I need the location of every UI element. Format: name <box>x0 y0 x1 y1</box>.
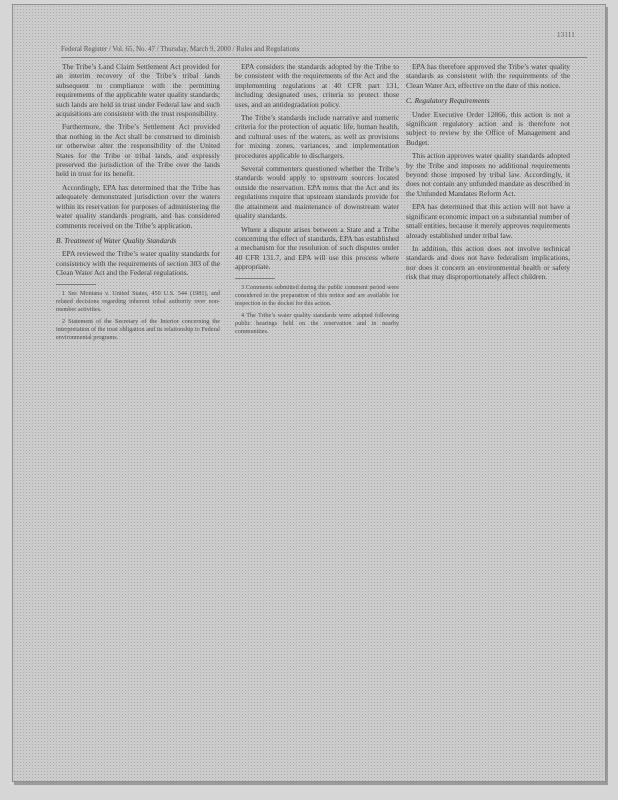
text-column-1 <box>56 62 220 742</box>
header-rule <box>61 57 587 58</box>
paragraph: This action approves water quality standards adopted by the Tribe and imposes no additional requirements beyond those imposed by tribal law. Accordingly, it does not contain any unfunded mandate as described in the Unfunded Mandates Reform Act. <box>406 151 570 198</box>
page-number: 13111 <box>557 31 575 39</box>
paragraph: Under Executive Order 12866, this action is not a significant regulatory action and is therefore not subject to review by the Office of Management and Budget. <box>406 109 570 147</box>
paragraph: Accordingly, EPA has determined that the Tribe has adequately demonstrated jurisdiction over the waters within its reservation for purposes of administering the water quality standards program, and has considered comments received on the Tribe’s application. <box>56 182 220 230</box>
text-column-2 <box>235 62 399 742</box>
footnote: 1 See Montana v. United States, 450 U.S. 544 (1981), and related decisions regarding inherent tribal authority over non-member activities. <box>56 289 220 313</box>
paragraph: EPA has therefore approved the Tribe’s water quality standards as consistent with the requirements of the Clean Water Act, effective on the date of this notice. <box>406 62 570 90</box>
paragraph: The Tribe’s standards include narrative and numeric criteria for the protection of aquatic life, human health, and cultural uses of the waters, as well as provisions for mixing zones, variances, and implementation procedures applicable to dischargers. <box>235 113 399 160</box>
paragraph: Several commenters questioned whether the Tribe’s standards would apply to upstream sources located outside the reservation. EPA notes that the Act and its regulations require that upstream standards provide for the attainment and maintenance of downstream water quality standards. <box>235 164 399 221</box>
paragraph: EPA reviewed the Tribe’s water quality standards for consistency with the requirements of section 303 of the Clean Water Act and the Federal regulations. <box>56 249 220 278</box>
text-column-3 <box>406 62 570 742</box>
section-heading: B. Treatment of Water Quality Standards <box>56 235 177 245</box>
paragraph: Where a dispute arises between a State and a Tribe concerning the effect of standards, EPA has established a mechanism for the resolution of such disputes under 40 CFR 131.7, and EPA will use this process where appropriate. <box>235 224 399 272</box>
footnote: 3 Comments submitted during the public comment period were considered in the preparation of this notice and are available for inspection in the docket for this action. <box>235 283 399 307</box>
footnote: 2 Statement of the Secretary of the Interior concerning the interpretation of the trust obligation and its relationship to Federal environmental programs. <box>56 317 220 341</box>
paragraph: In addition, this action does not involve technical standards and does not have federalism implications, nor does it concern an environmental health or safety risk that may disproportionately affect children. <box>406 243 570 282</box>
footnote-rule <box>235 278 275 279</box>
paragraph: EPA has determined that this action will not have a significant economic impact on a substantial number of small entities, because it merely approves requirements already established under tribal law. <box>406 202 570 240</box>
footnote-rule <box>56 284 96 285</box>
section-heading: C. Regulatory Requirements <box>406 96 490 106</box>
paragraph: The Tribe’s Land Claim Settlement Act provided for an interim recovery of the Tribe’s tribal lands subsequent to compliance with the permitting requirements of the applicable water quality standards; such lands are held in trust under Federal law and such acquisitions are consistent with the trust responsibility. <box>56 62 220 119</box>
paragraph: Furthermore, the Tribe’s Settlement Act provided that nothing in the Act shall be construed to diminish or otherwise alter the responsibility of the United States for the Tribe or tribal lands, and expressly preserved the jurisdiction of the Tribe over the lands held in trust for its benefit. <box>56 122 220 179</box>
paragraph: EPA considers the standards adopted by the Tribe to be consistent with the requirements of the Act and the implementing regulations at 40 CFR part 131, including designated uses, criteria to protect those uses, and an antidegradation policy. <box>235 62 399 109</box>
running-head: Federal Register / Vol. 65, No. 47 / Thursday, March 9, 2000 / Rules and Regulations <box>61 45 300 53</box>
footnote: 4 The Tribe’s water quality standards were adopted following public hearings held on the reservation and in nearby communities. <box>235 311 399 335</box>
